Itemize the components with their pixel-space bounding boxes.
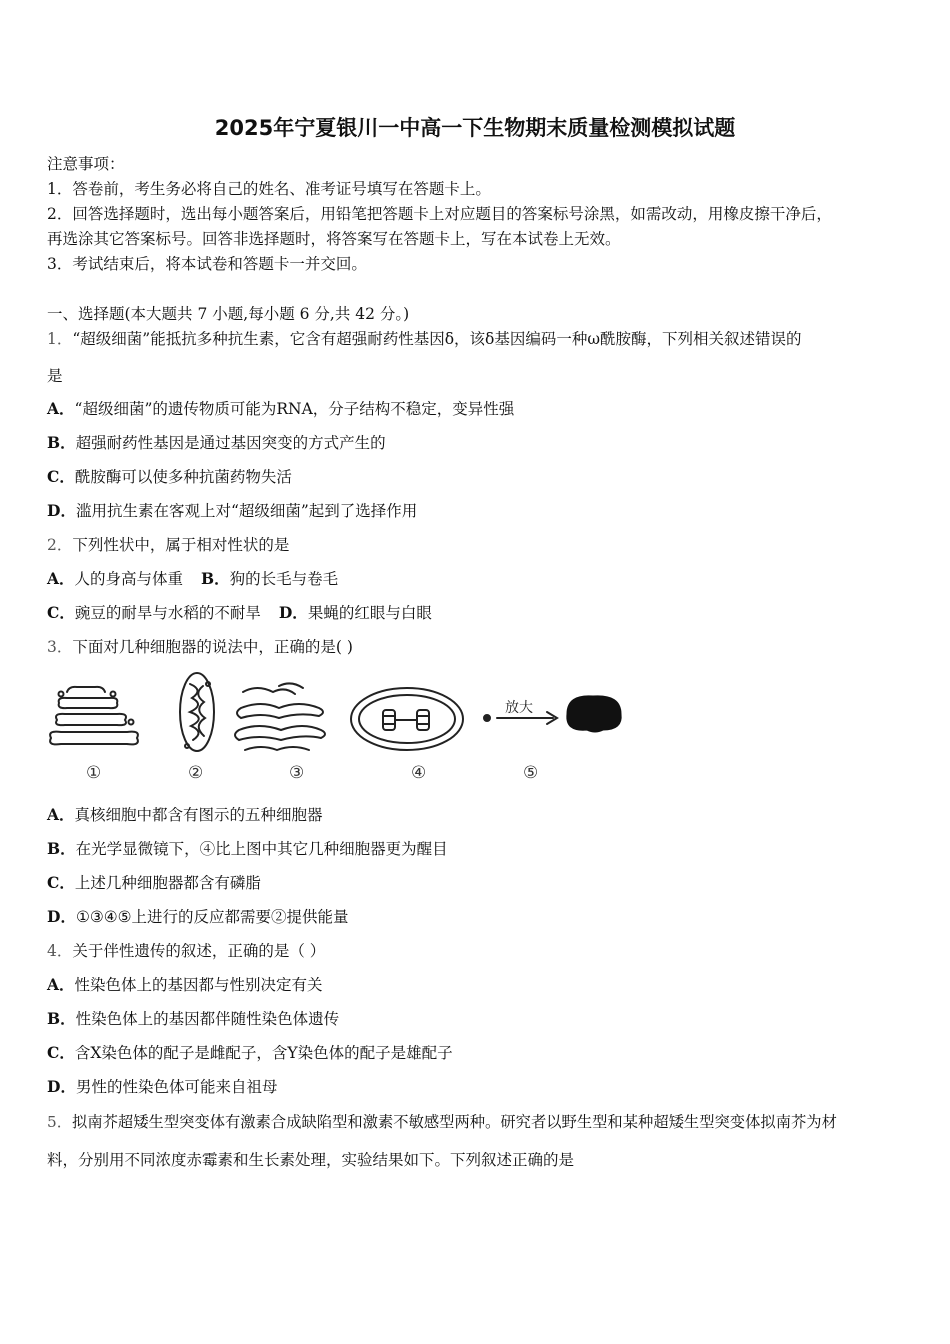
question-4-option-a xyxy=(47,973,323,995)
question-4-option-d xyxy=(47,1075,277,1097)
option-letter: D． xyxy=(47,907,76,926)
option-text: 在光学显微镜下，④比上图中其它几种细胞器更为醒目 xyxy=(75,840,448,858)
question-text: 下面对几种细胞器的说法中，正确的是( ) xyxy=(72,638,353,656)
question-number: 5． xyxy=(47,1113,73,1131)
question-text: 关于伴性遗传的叙述，正确的是（ ） xyxy=(72,942,326,960)
option-letter: B． xyxy=(201,569,230,588)
option-text: 上述几种细胞器都含有磷脂 xyxy=(74,874,261,892)
question-1-stem xyxy=(47,327,802,349)
notice-item-2: 2．回答选择题时，选出每小题答案后，用铅笔把答题卡上对应题目的答案标号涂黑，如需改动，用橡皮擦干净后， xyxy=(47,205,832,223)
option-letter: B． xyxy=(47,1009,76,1028)
question-number: 3． xyxy=(47,638,73,656)
option-letter: B． xyxy=(47,839,76,858)
figure-label-4: ④ xyxy=(411,763,427,783)
option-letter: C． xyxy=(47,467,75,486)
option-text: 性染色体上的基因都伴随性染色体遗传 xyxy=(75,1010,340,1028)
option-text: “超级细菌”的遗传物质可能为RNA，分子结构不稳定，变异性强 xyxy=(74,400,515,418)
question-4-stem xyxy=(47,939,325,961)
option-letter: C． xyxy=(47,603,75,622)
figure-label-3: ③ xyxy=(289,763,305,783)
question-3-option-b xyxy=(47,837,448,859)
ribosome-enlarged xyxy=(567,696,621,732)
golgi-apparatus-drawing xyxy=(50,687,138,745)
question-5-stem-cont: 料，分别用不同浓度赤霉素和生长素处理，实验结果如下。下列叙述正确的是 xyxy=(47,1151,575,1169)
option-text: 滥用抗生素在客观上对“超级细菌”起到了选择作用 xyxy=(75,502,418,520)
option-text: 酰胺酶可以使多种抗菌药物失活 xyxy=(74,468,292,486)
question-1-stem-cont: 是 xyxy=(47,367,63,385)
organelle-figure xyxy=(47,672,627,784)
option-letter: B． xyxy=(47,433,76,452)
question-3-stem xyxy=(47,635,353,657)
question-3-option-c xyxy=(47,871,261,893)
question-4-option-b xyxy=(47,1007,339,1029)
question-text: 下列性状中，属于相对性状的是 xyxy=(72,536,290,554)
option-letter: D． xyxy=(278,603,308,622)
option-letter: A． xyxy=(47,975,75,994)
page-title: 2025年宁夏银川一中高一下生物期末质量检测模拟试题 xyxy=(214,116,736,140)
option-text: 含X染色体的配子是雌配子，含Y染色体的配子是雄配子 xyxy=(74,1044,453,1062)
notice-item-2-cont: 再选涂其它答案标号。回答非选择题时，将答案写在答题卡上，写在本试卷上无效。 xyxy=(47,230,621,248)
question-1-option-c xyxy=(47,465,292,487)
question-4-option-c xyxy=(47,1041,453,1063)
notice-item-3: 3．考试结束后，将本试卷和答题卡一并交回。 xyxy=(47,255,367,273)
option-text: 男性的性染色体可能来自祖母 xyxy=(75,1078,278,1096)
question-2-stem xyxy=(47,533,289,555)
question-text: “超级细菌”能抵抗多种抗生素，它含有超强耐药性基因δ，该δ基因编码一种ω酰胺酶，下列相关叙述错误的 xyxy=(72,330,802,348)
question-1-option-d xyxy=(47,499,417,521)
option-letter: C． xyxy=(47,873,75,892)
question-number: 1． xyxy=(47,330,73,348)
figure-label-5: ⑤ xyxy=(523,763,539,783)
option-letter: D． xyxy=(47,1077,76,1096)
option-letter: A． xyxy=(47,805,75,824)
question-1-option-a xyxy=(47,397,514,419)
option-letter: A． xyxy=(47,569,75,588)
mitochondrion-drawing xyxy=(180,673,214,751)
option-text: 真核细胞中都含有图示的五种细胞器 xyxy=(74,806,323,824)
chloroplast-drawing xyxy=(351,688,463,750)
question-text: 拟南芥超矮生型突变体有激素合成缺陷型和激素不敏感型两种。研究者以野生型和某种超矮生型突变体拟南芥为材 xyxy=(72,1113,837,1131)
question-3-option-d xyxy=(47,905,349,927)
question-3-option-a xyxy=(47,803,323,825)
notice-item-1: 1．答卷前，考生务必将自己的姓名、准考证号填写在答题卡上。 xyxy=(47,180,491,198)
endoplasmic-reticulum-drawing xyxy=(235,683,325,750)
option-text: 人的身高与体重 xyxy=(74,570,184,588)
option-letter: C． xyxy=(47,1043,75,1062)
section-heading: 一、选择题(本大题共 7 小题,每小题 6 分,共 42 分。) xyxy=(47,305,410,323)
option-text: 超强耐药性基因是通过基因突变的方式产生的 xyxy=(75,434,386,452)
option-letter: A． xyxy=(47,399,75,418)
option-text: 果蝇的红眼与白眼 xyxy=(307,604,432,622)
question-number: 4． xyxy=(47,942,73,960)
option-text: 狗的长毛与卷毛 xyxy=(229,570,339,588)
question-1-option-b xyxy=(47,431,386,453)
question-5-stem xyxy=(47,1110,837,1132)
question-number: 2． xyxy=(47,536,73,554)
question-2-options-ab xyxy=(47,567,338,589)
question-2-options-cd xyxy=(47,601,432,623)
figure-label-2: ② xyxy=(188,763,204,783)
option-letter: D． xyxy=(47,501,76,520)
arrow-label: 放大 xyxy=(505,700,533,716)
option-text: ①③④⑤上进行的反应都需要②提供能量 xyxy=(75,908,349,926)
option-text: 豌豆的耐旱与水稻的不耐旱 xyxy=(74,604,261,622)
figure-label-1: ① xyxy=(86,763,102,783)
notice-heading: 注意事项： xyxy=(47,155,125,173)
option-text: 性染色体上的基因都与性别决定有关 xyxy=(74,976,323,994)
